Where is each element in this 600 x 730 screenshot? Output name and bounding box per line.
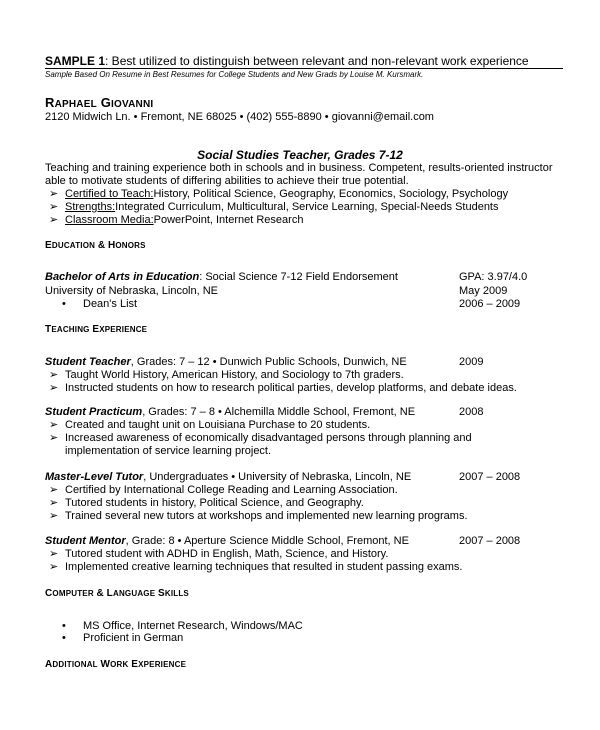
- name-last: GIOVANNI: [100, 95, 154, 110]
- job-date: 2009: [459, 356, 484, 368]
- headline: Social Studies Teacher, Grades 7-12: [197, 148, 403, 162]
- highlights-list: [49, 188, 508, 227]
- job-title: Student Teacher: [45, 356, 131, 368]
- arrow-bullet-icon: ➢: [49, 382, 59, 394]
- job-bullet-text: Increased awareness of economically disadvantaged persons through planning and implementation of service learning project.: [65, 432, 472, 457]
- job-bullet: [49, 561, 462, 574]
- job-bullets: [49, 548, 462, 574]
- arrow-bullet-icon: ➢: [49, 484, 59, 496]
- job-bullet: [49, 419, 545, 432]
- job-bullet-text: Taught World History, American History, and Sociology to 7th graders.: [65, 369, 404, 381]
- job-bullet-text: Tutored students in history, Political Science, and Geography.: [65, 497, 364, 509]
- section-education-heading: EDUCATION & HONORS: [45, 240, 146, 251]
- job-bullet: [49, 484, 468, 497]
- job-bullets: [49, 419, 545, 458]
- highlight-label: Certified to Teach:: [65, 188, 154, 200]
- job-bullet: [49, 382, 517, 395]
- job-date: 2008: [459, 406, 484, 418]
- job-header: [45, 471, 565, 485]
- skill-text: MS Office, Internet Research, Windows/MAC: [83, 620, 303, 632]
- contact-line: 2120 Midwich Ln. • Fremont, NE 68025 • (402) 555-8890 • giovanni@email.com: [45, 111, 434, 123]
- name-first: RAPHAEL: [45, 95, 97, 110]
- job-bullets: [49, 484, 468, 523]
- job-detail: , Grades: 7 – 8 • Alchemilla Middle School, Fremont, NE: [142, 406, 416, 418]
- job-title: Master-Level Tutor: [45, 471, 144, 483]
- job-bullet-text: Certified by International College Reading and Learning Association.: [65, 484, 398, 496]
- job-header: [45, 535, 565, 549]
- job-detail: , Grade: 8 • Aperture Science Middle School, Fremont, NE: [125, 535, 409, 547]
- honor: Dean's List: [83, 298, 138, 310]
- highlight-item: [49, 188, 508, 201]
- education-school-row: [45, 285, 565, 299]
- skill-text: Proficient in German: [83, 632, 184, 644]
- job-date: 2007 – 2008: [459, 535, 521, 547]
- section-additional-heading: ADDITIONAL WORK EXPERIENCE: [45, 659, 187, 670]
- job-bullets: [49, 369, 517, 395]
- arrow-bullet-icon: ➢: [49, 214, 59, 226]
- bullet-icon: •: [62, 632, 66, 644]
- job-bullet-text: Tutored student with ADHD in English, Math, Science, and History.: [65, 548, 389, 560]
- arrow-bullet-icon: ➢: [49, 510, 59, 522]
- job-header: [45, 406, 565, 420]
- summary: Teaching and training experience both in schools and in business. Competent, results-oriented instructor able to motivate students of differing abilities to achieve their true potential.: [45, 162, 553, 188]
- arrow-bullet-icon: ➢: [49, 188, 59, 200]
- education-degree-row: [45, 271, 565, 285]
- school-name: University of Nebraska, Lincoln, NE: [45, 285, 219, 297]
- sample-heading: [45, 54, 563, 68]
- job-detail: , Undergraduates • University of Nebraska, Lincoln, NE: [143, 471, 412, 483]
- highlight-label: Classroom Media:: [65, 214, 154, 226]
- sample-label: SAMPLE 1: [45, 54, 106, 68]
- job-bullet: [49, 510, 468, 523]
- section-computer-heading: COMPUTER & LANGUAGE SKILLS: [45, 588, 189, 599]
- job-date: 2007 – 2008: [459, 471, 521, 483]
- job-title: Student Mentor: [45, 535, 126, 547]
- job-bullet-text: Implemented creative learning techniques that resulted in student passing exams.: [65, 561, 463, 573]
- arrow-bullet-icon: ➢: [49, 432, 59, 444]
- highlight-text: History, Political Science, Geography, Economics, Sociology, Psychology: [153, 188, 509, 200]
- highlight-item: [49, 201, 508, 214]
- sample-subtitle: Sample Based On Resume in Best Resumes for College Students and New Grads by Louise M. Kursmark.: [45, 70, 424, 79]
- job-bullet-text: Trained several new tutors at workshops and implemented new learning programs.: [65, 510, 468, 522]
- graduation-date: May 2009: [459, 285, 508, 297]
- highlight-item: [49, 214, 508, 227]
- bullet-icon: •: [62, 620, 66, 632]
- heading-rule: [45, 68, 563, 69]
- arrow-bullet-icon: ➢: [49, 369, 59, 381]
- highlight-label: Strengths:: [65, 201, 116, 213]
- job-bullet-text: Instructed students on how to research political parties, develop platforms, and debate ideas.: [65, 382, 517, 394]
- bullet-icon: •: [62, 298, 66, 310]
- arrow-bullet-icon: ➢: [49, 561, 59, 573]
- arrow-bullet-icon: ➢: [49, 497, 59, 509]
- arrow-bullet-icon: ➢: [49, 201, 59, 213]
- job-bullet-text: Created and taught unit on Louisiana Purchase to 20 students.: [65, 419, 371, 431]
- job-bullet: [49, 497, 468, 510]
- skill-item: [62, 632, 183, 645]
- job-bullet: [49, 369, 517, 382]
- job-title: Student Practicum: [45, 406, 143, 418]
- job-header: [45, 356, 565, 370]
- highlight-text: PowerPoint, Internet Research: [153, 214, 304, 226]
- job-bullet: [49, 548, 462, 561]
- job-bullet: [49, 432, 545, 458]
- education-honor-row: [45, 298, 565, 312]
- arrow-bullet-icon: ➢: [49, 548, 59, 560]
- highlight-text: Integrated Curriculum, Multicultural, Service Learning, Special-Needs Students: [115, 201, 499, 213]
- sample-title: : Best utilized to distinguish between relevant and non-relevant work experience: [105, 54, 529, 68]
- arrow-bullet-icon: ➢: [49, 419, 59, 431]
- degree-name: Bachelor of Arts in Education: [45, 271, 200, 283]
- job-detail: , Grades: 7 – 12 • Dunwich Public Schools, Dunwich, NE: [130, 356, 407, 368]
- section-teaching-heading: TEACHING EXPERIENCE: [45, 324, 148, 335]
- candidate-name: [45, 95, 153, 110]
- degree-detail: : Social Science 7-12 Field Endorsement: [199, 271, 398, 283]
- gpa: GPA: 3.97/4.0: [459, 271, 528, 283]
- honor-dates: 2006 – 2009: [459, 298, 521, 310]
